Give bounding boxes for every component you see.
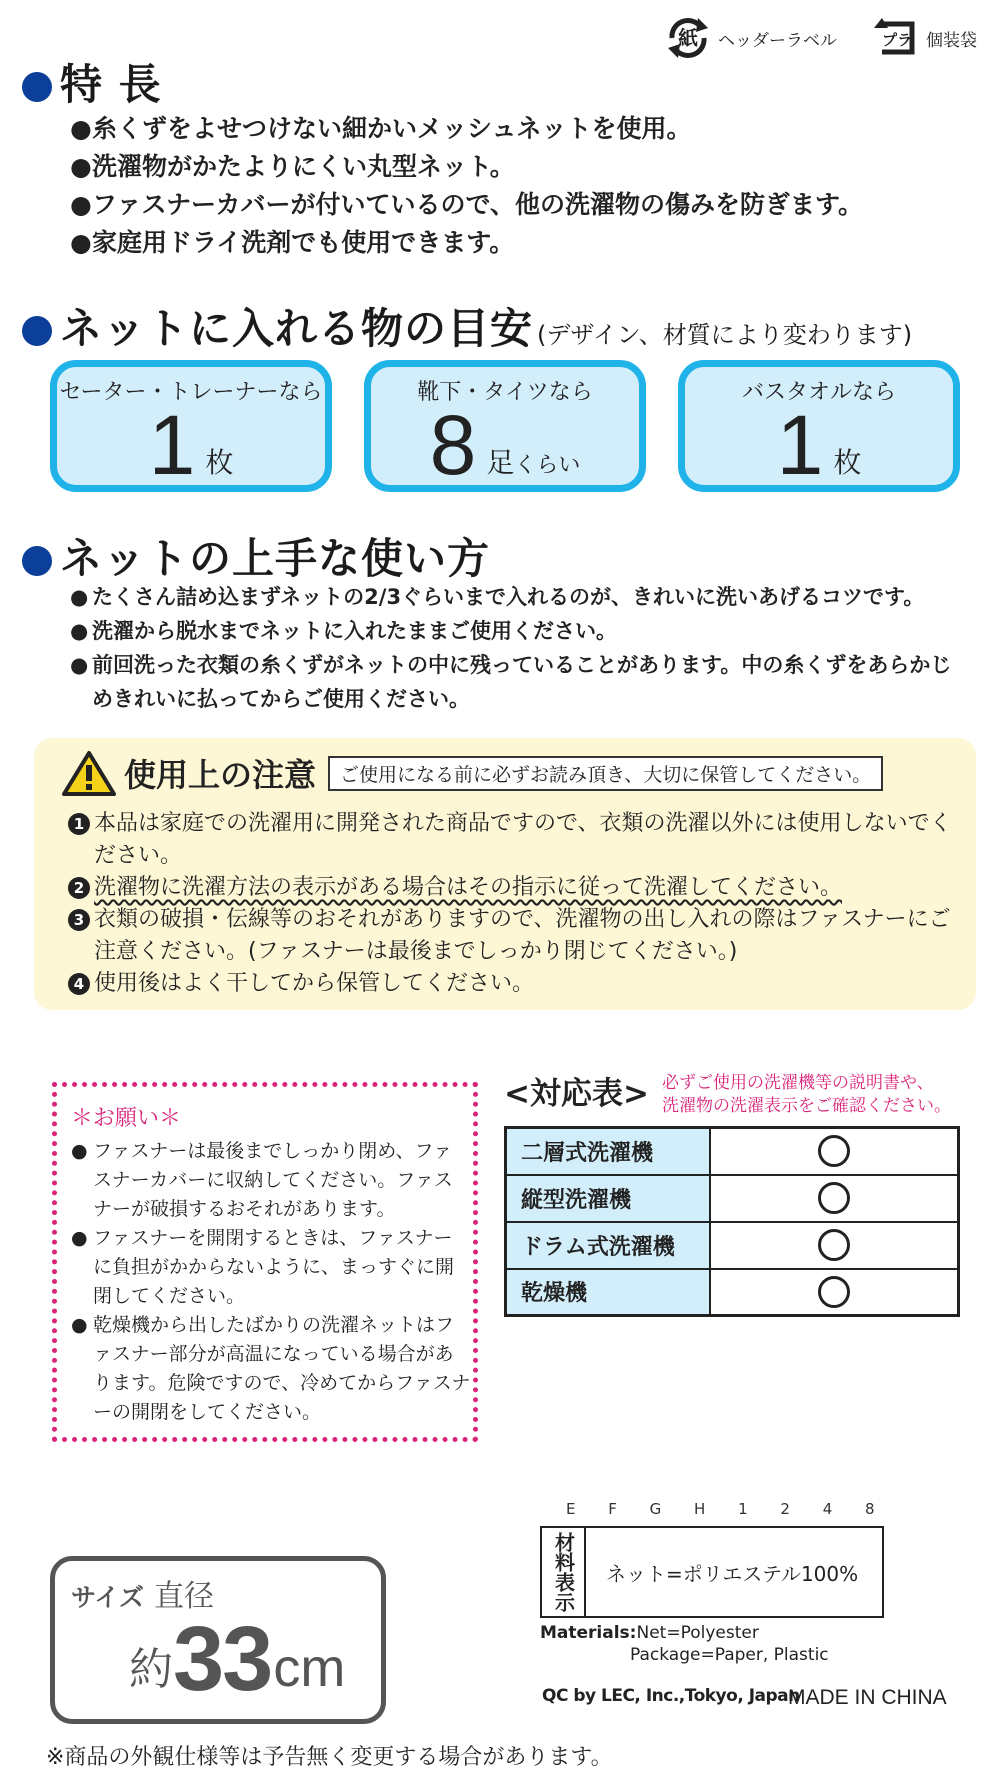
request-title: ＊お願い＊: [71, 1106, 182, 1131]
caution-title: 使用上の注意: [124, 756, 317, 794]
ok-circle-icon: [818, 1276, 850, 1308]
list-item: [68, 904, 958, 968]
warning-icon: [62, 750, 116, 796]
guide-subtitle: (デザイン、材質により変わります): [537, 321, 913, 349]
paper-recycle-icon: [664, 14, 712, 62]
list-item: ● ファスナーは最後までしっかり閉め、ファスナーカバーに収納してください。ファスナーが破損するおそれがあります。: [71, 1137, 471, 1224]
list-item: ● 乾燥機から出したばかりの洗濯ネットはファスナー部分が高温になっている場合があります。危険ですので、冷めてからファスナーの開閉をしてください。: [71, 1311, 471, 1427]
paper-mark-label: ヘッダーラベル: [718, 30, 837, 51]
table-row: [506, 1269, 959, 1316]
guide-box-unit: 足: [486, 446, 515, 479]
materials-en-line: Net=Polyester: [636, 1623, 759, 1643]
caution-text: 洗濯物に洗濯方法の表示がある場合はその指示に従って洗濯してください。: [94, 875, 843, 900]
guide-box-value: 1: [148, 398, 196, 492]
materials-en-label: Materials:: [540, 1623, 637, 1643]
list-item: [68, 968, 958, 1000]
guide-box-unit: 枚: [833, 446, 862, 479]
size-prefix: 約: [129, 1644, 173, 1695]
machine-cell: ドラム式洗濯機: [506, 1222, 710, 1269]
materials-label: 材料表示: [542, 1528, 586, 1616]
size-unit: cm: [273, 1638, 346, 1698]
list-item: [68, 808, 958, 872]
plastic-recycle-mark: [872, 14, 977, 62]
ok-cell: [710, 1175, 959, 1222]
footnote: ※商品の外観仕様等は予告無く変更する場合があります。: [46, 1745, 613, 1770]
paper-recycle-mark: [664, 14, 837, 62]
features-title: 特 長: [60, 60, 162, 109]
guide-box-unit: 枚: [205, 446, 234, 479]
ok-circle-icon: [818, 1182, 850, 1214]
features-list: [70, 110, 990, 262]
compat-note-line: 必ずご使用の洗濯機等の説明書や、: [662, 1073, 934, 1093]
number-badge: 1: [68, 813, 90, 835]
guide-box-sweater: [50, 360, 332, 492]
number-badge: 2: [68, 877, 90, 899]
list-item: ● ファスナーカバーが付いているので、他の洗濯物の傷みを防ぎます。: [70, 186, 990, 224]
guide-title: ネットに入れる物の目安: [60, 304, 534, 353]
qc-text: QC by LEC, Inc.,Tokyo, Japan: [542, 1686, 800, 1706]
ok-cell: [710, 1128, 959, 1175]
size-label: サイズ: [71, 1583, 145, 1612]
guide-box-label: 靴下・タイツなら: [417, 380, 593, 405]
guide-box-label: セーター・トレーナーなら: [59, 380, 323, 405]
guide-box-towel: [678, 360, 960, 492]
request-list: [71, 1137, 471, 1427]
size-box: [50, 1556, 386, 1724]
ok-cell: [710, 1222, 959, 1269]
section-dot-icon: [22, 546, 52, 576]
ok-cell: [710, 1269, 959, 1316]
guide-box-unit-small: くらい: [514, 453, 581, 478]
ok-circle-icon: [818, 1229, 850, 1261]
list-item: ● 洗濯物がかたよりにくい丸型ネット。: [70, 148, 990, 186]
guide-box-value: 8: [429, 398, 477, 492]
compat-title: <対応表>: [504, 1076, 649, 1112]
plastic-mark-label: 個装袋: [926, 30, 977, 51]
plastic-symbol: プラ: [881, 31, 913, 49]
plastic-recycle-icon: [872, 14, 920, 62]
list-item: ● たくさん詰め込まずネットの2/3ぐらいまで入れるのが、きれいに洗いあげるコツです。: [70, 580, 970, 614]
howto-title: ネットの上手な使い方: [60, 534, 491, 583]
request-box: [52, 1082, 478, 1442]
caution-list: [68, 808, 958, 1000]
table-row: [506, 1128, 959, 1175]
materials-english: [540, 1622, 829, 1666]
list-item: ● 糸くずをよせつけない細かいメッシュネットを使用。: [70, 110, 990, 148]
caution-text: 使用後はよく干してから保管してください。: [94, 971, 535, 996]
factory-codes: E F G H 1 2 4 8: [566, 1500, 889, 1518]
section-dot-icon: [22, 316, 52, 346]
features-heading: [22, 52, 162, 112]
table-row: [506, 1222, 959, 1269]
list-item: ● 洗濯から脱水までネットに入れたままご使用ください。: [70, 614, 970, 648]
guide-box-socks: [364, 360, 646, 492]
list-item: [68, 872, 958, 904]
caution-box: [34, 738, 976, 1010]
size-label-diameter: 直径: [154, 1579, 215, 1614]
size-value: 33: [173, 1608, 272, 1710]
guide-heading: [22, 296, 912, 356]
list-item: ● ファスナーを開閉するときは、ファスナーに負担がかからないように、まっすぐに開閉してください。: [71, 1224, 471, 1311]
list-item: ● 前回洗った衣類の糸くずがネットの中に残っていることがあります。中の糸くずをあらかじめきれいに払ってからご使用ください。: [70, 648, 970, 716]
caution-text: 本品は家庭での洗濯用に開発された商品ですので、衣類の洗濯以外には使用しないでください。: [94, 811, 952, 868]
guide-box-value: 1: [776, 398, 824, 492]
paper-symbol: 紙: [678, 26, 698, 50]
guide-box-label: バスタオルなら: [741, 380, 896, 405]
ok-circle-icon: [818, 1135, 850, 1167]
compat-note: [662, 1072, 951, 1118]
materials-value: ネット=ポリエステル100%: [606, 1561, 859, 1586]
section-dot-icon: [22, 72, 52, 102]
compat-table: [504, 1126, 960, 1317]
materials-box: [540, 1526, 884, 1618]
number-badge: 3: [68, 909, 90, 931]
made-in-text: MADE IN CHINA: [788, 1686, 947, 1709]
list-item: ● 家庭用ドライ洗剤でも使用できます。: [70, 224, 990, 262]
compat-note-line: 洗濯物の洗濯表示をご確認ください。: [662, 1096, 951, 1116]
materials-en-line: Package=Paper, Plastic: [630, 1645, 829, 1665]
table-row: [506, 1175, 959, 1222]
number-badge: 4: [68, 973, 90, 995]
caution-text: 衣類の破損・伝線等のおそれがありますので、洗濯物の出し入れの際はファスナーにご注意ください。(ファスナーは最後までしっかり閉じてください。): [94, 907, 951, 964]
machine-cell: 縦型洗濯機: [506, 1175, 710, 1222]
caution-note: ご使用になる前に必ずお読み頂き、大切に保管してください。: [328, 756, 883, 791]
howto-list: [70, 580, 970, 716]
machine-cell: 二層式洗濯機: [506, 1128, 710, 1175]
howto-heading: [22, 526, 490, 586]
machine-cell: 乾燥機: [506, 1269, 710, 1316]
